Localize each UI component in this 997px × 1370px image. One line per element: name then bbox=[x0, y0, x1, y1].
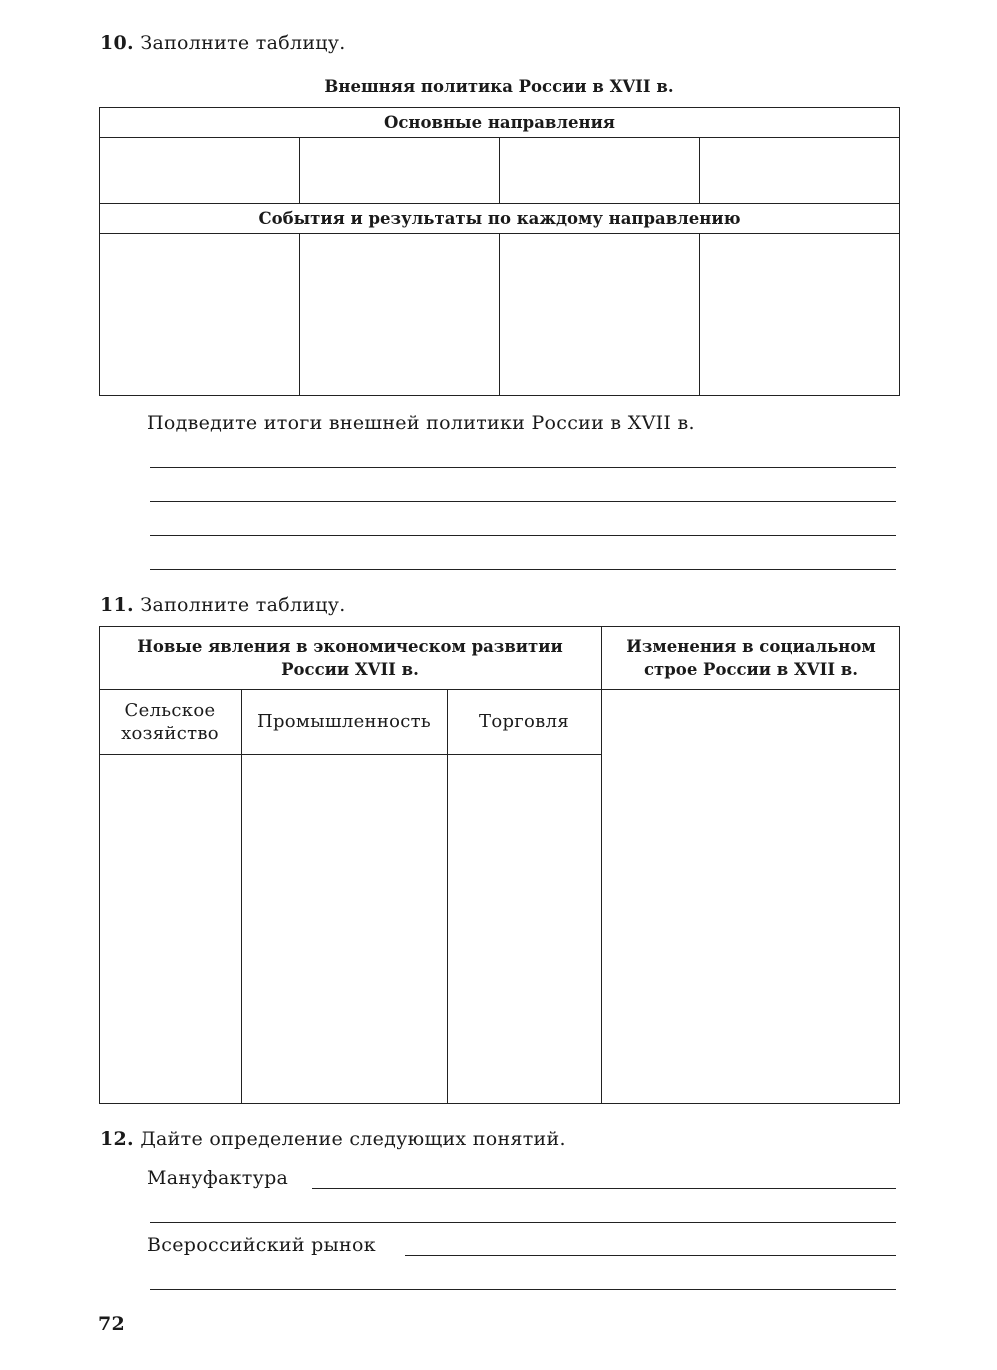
divider bbox=[699, 233, 700, 396]
summary-prompt: Подведите итоги внешней политики России в XVII в. bbox=[147, 412, 695, 434]
divider bbox=[99, 754, 601, 755]
task-instruction: Заполните таблицу. bbox=[140, 32, 346, 54]
divider bbox=[699, 137, 700, 203]
divider bbox=[499, 137, 500, 203]
task-12-heading bbox=[100, 1128, 566, 1150]
header-social: Изменения в социальном строе России в XVII в. bbox=[626, 636, 876, 679]
page-number: 72 bbox=[98, 1313, 126, 1335]
subheader-industry: Промышленность bbox=[256, 711, 432, 732]
answer-line[interactable] bbox=[150, 501, 896, 502]
answer-line[interactable] bbox=[150, 1289, 896, 1290]
subheader-trade: Торговля bbox=[479, 711, 569, 732]
divider bbox=[299, 233, 300, 396]
answer-line[interactable] bbox=[312, 1188, 896, 1189]
table-header-directions: Основные направления bbox=[384, 112, 615, 132]
answer-line[interactable] bbox=[150, 1222, 896, 1223]
task-number: 12. bbox=[100, 1128, 134, 1150]
answer-line[interactable] bbox=[150, 535, 896, 536]
divider bbox=[499, 233, 500, 396]
table-title: Внешняя политика России в XVII в. bbox=[324, 77, 674, 96]
task-11-heading bbox=[100, 594, 346, 616]
task-instruction: Дайте определение следующих понятий. bbox=[140, 1128, 566, 1150]
header-economy: Новые явления в экономическом развитии России XVII в. bbox=[137, 636, 563, 679]
answer-line[interactable] bbox=[150, 569, 896, 570]
task-instruction: Заполните таблицу. bbox=[140, 594, 346, 616]
divider bbox=[601, 626, 602, 1104]
answer-line[interactable] bbox=[150, 467, 896, 468]
task-number: 10. bbox=[100, 32, 134, 54]
task-number: 11. bbox=[100, 594, 134, 616]
answer-line[interactable] bbox=[405, 1255, 896, 1256]
term-manufactory: Мануфактура bbox=[147, 1167, 289, 1189]
task-10-heading bbox=[100, 32, 346, 54]
subheader-agriculture: Сельское хозяйство bbox=[121, 699, 219, 744]
table-header-events: События и результаты по каждому направлению bbox=[258, 208, 741, 228]
divider bbox=[299, 137, 300, 203]
term-national-market: Всероссийский рынок bbox=[147, 1234, 376, 1256]
